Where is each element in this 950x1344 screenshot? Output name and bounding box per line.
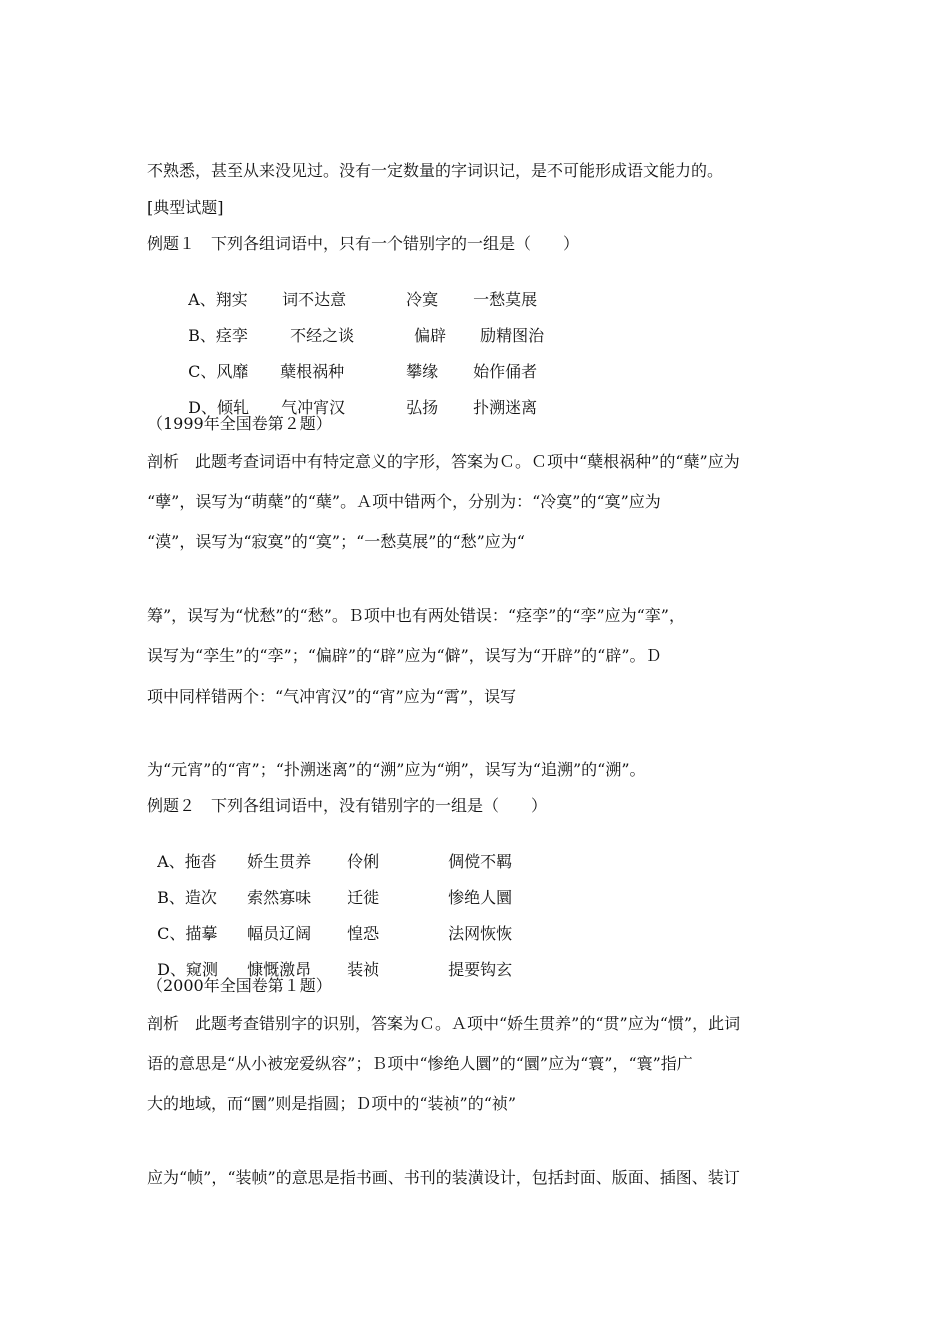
option-word: 一愁莫展 (473, 290, 538, 309)
q2-option-a (147, 832, 512, 872)
option-word: 幅员辽阔 (247, 924, 312, 943)
text-line: 应为“帧”，“装帧”的意思是指书画、书刊的装潢设计，包括封面、版面、插图、装订 (147, 1168, 740, 1187)
q1-option-c (178, 342, 537, 382)
option-label: C、描摹 (157, 924, 218, 943)
q2-option-d (147, 940, 512, 980)
option-label: A、翔实 (188, 290, 248, 309)
q1-option-a (178, 270, 537, 310)
option-word: 偏辟 (414, 326, 447, 345)
q2-option-c (147, 904, 512, 944)
option-word: 惶恐 (347, 924, 380, 943)
option-word: 扑溯迷离 (473, 398, 538, 417)
option-label: C、风靡 (188, 362, 249, 381)
option-word: 慷慨激昂 (247, 960, 312, 979)
option-word: 提要钩玄 (448, 960, 513, 979)
option-word: 伶俐 (347, 852, 380, 871)
q2-option-b (147, 868, 512, 908)
option-word: 法网恢恢 (448, 924, 513, 943)
text-line: 大的地域，而“圜”则是指圆；Ｄ项中的“装祯”的“祯” (147, 1094, 517, 1113)
option-word: 始作俑者 (473, 362, 538, 381)
option-label: B、造次 (157, 888, 217, 907)
text-line: 剖析 此题考查错别字的识别，答案为Ｃ。Ａ项中“娇生贯养”的“贯”应为“惯”，此词 (147, 1014, 741, 1033)
text-line: “漠”，误写为“寂寞”的“寞”；“一愁莫展”的“愁”应为“ (147, 532, 525, 551)
option-word: 弘扬 (406, 398, 439, 417)
question-1-stem: 例题１ 下列各组词语中，只有一个错别字的一组是（ ） (147, 234, 580, 253)
option-word: 迁徙 (347, 888, 380, 907)
option-word: 冷寞 (406, 290, 439, 309)
text-line: 项中同样错两个：“气冲宵汉”的“宵”应为“霄”，误写 (147, 687, 517, 706)
q1-option-d (178, 378, 537, 418)
option-label: B、痉孪 (188, 326, 248, 345)
q1-option-b (178, 306, 544, 346)
text-line: 筹”，误写为“忧愁”的“愁”。Ｂ项中也有两处错误：“痉孪”的“孪”应为“挛”， (147, 606, 685, 625)
text-line: “孽”，误写为“萌蘖”的“蘖”。Ａ项中错两个，分别为：“冷寞”的“寞”应为 (147, 492, 661, 511)
section-heading: [典型试题] (147, 198, 224, 217)
option-word: 气冲宵汉 (281, 398, 346, 417)
option-word: 蘖根祸种 (280, 362, 345, 381)
text-line: 不熟悉，甚至从来没见过。没有一定数量的字词识记，是不可能形成语文能力的。 (147, 161, 724, 180)
option-word: 装祯 (347, 960, 380, 979)
source-note: （1999年全国卷第２题） (147, 414, 332, 433)
source-note: （2000年全国卷第１题） (147, 976, 332, 995)
option-word: 攀缘 (406, 362, 439, 381)
option-label: D、倾轧 (188, 398, 250, 417)
option-word: 词不达意 (282, 290, 347, 309)
option-word: 励精图治 (480, 326, 545, 345)
text-line: 语的意思是“从小被宠爱纵容”；Ｂ项中“惨绝人圜”的“圜”应为“寰”，“寰”指广 (147, 1054, 693, 1073)
option-word: 惨绝人圜 (448, 888, 513, 907)
question-2-stem: 例题２ 下列各组词语中，没有错别字的一组是（ ） (147, 796, 548, 815)
option-label: A、拖沓 (157, 852, 217, 871)
option-word: 索然寡味 (247, 888, 312, 907)
option-word: 娇生贯养 (247, 852, 312, 871)
text-line: 剖析 此题考查词语中有特定意义的字形，答案为Ｃ。Ｃ项中“蘖根祸种”的“蘖”应为 (147, 452, 740, 471)
text-line: 误写为“孪生”的“孪”；“偏辟”的“辟”应为“僻”，误写为“开辟”的“辟”。Ｄ (147, 646, 662, 665)
option-word: 不经之谈 (290, 326, 355, 345)
option-word: 倜傥不羁 (448, 852, 513, 871)
text-line: 为“元宵”的“宵”；“扑溯迷离”的“溯”应为“朔”，误写为“追溯”的“溯”。 (147, 760, 646, 779)
option-label: D、窥测 (157, 960, 219, 979)
